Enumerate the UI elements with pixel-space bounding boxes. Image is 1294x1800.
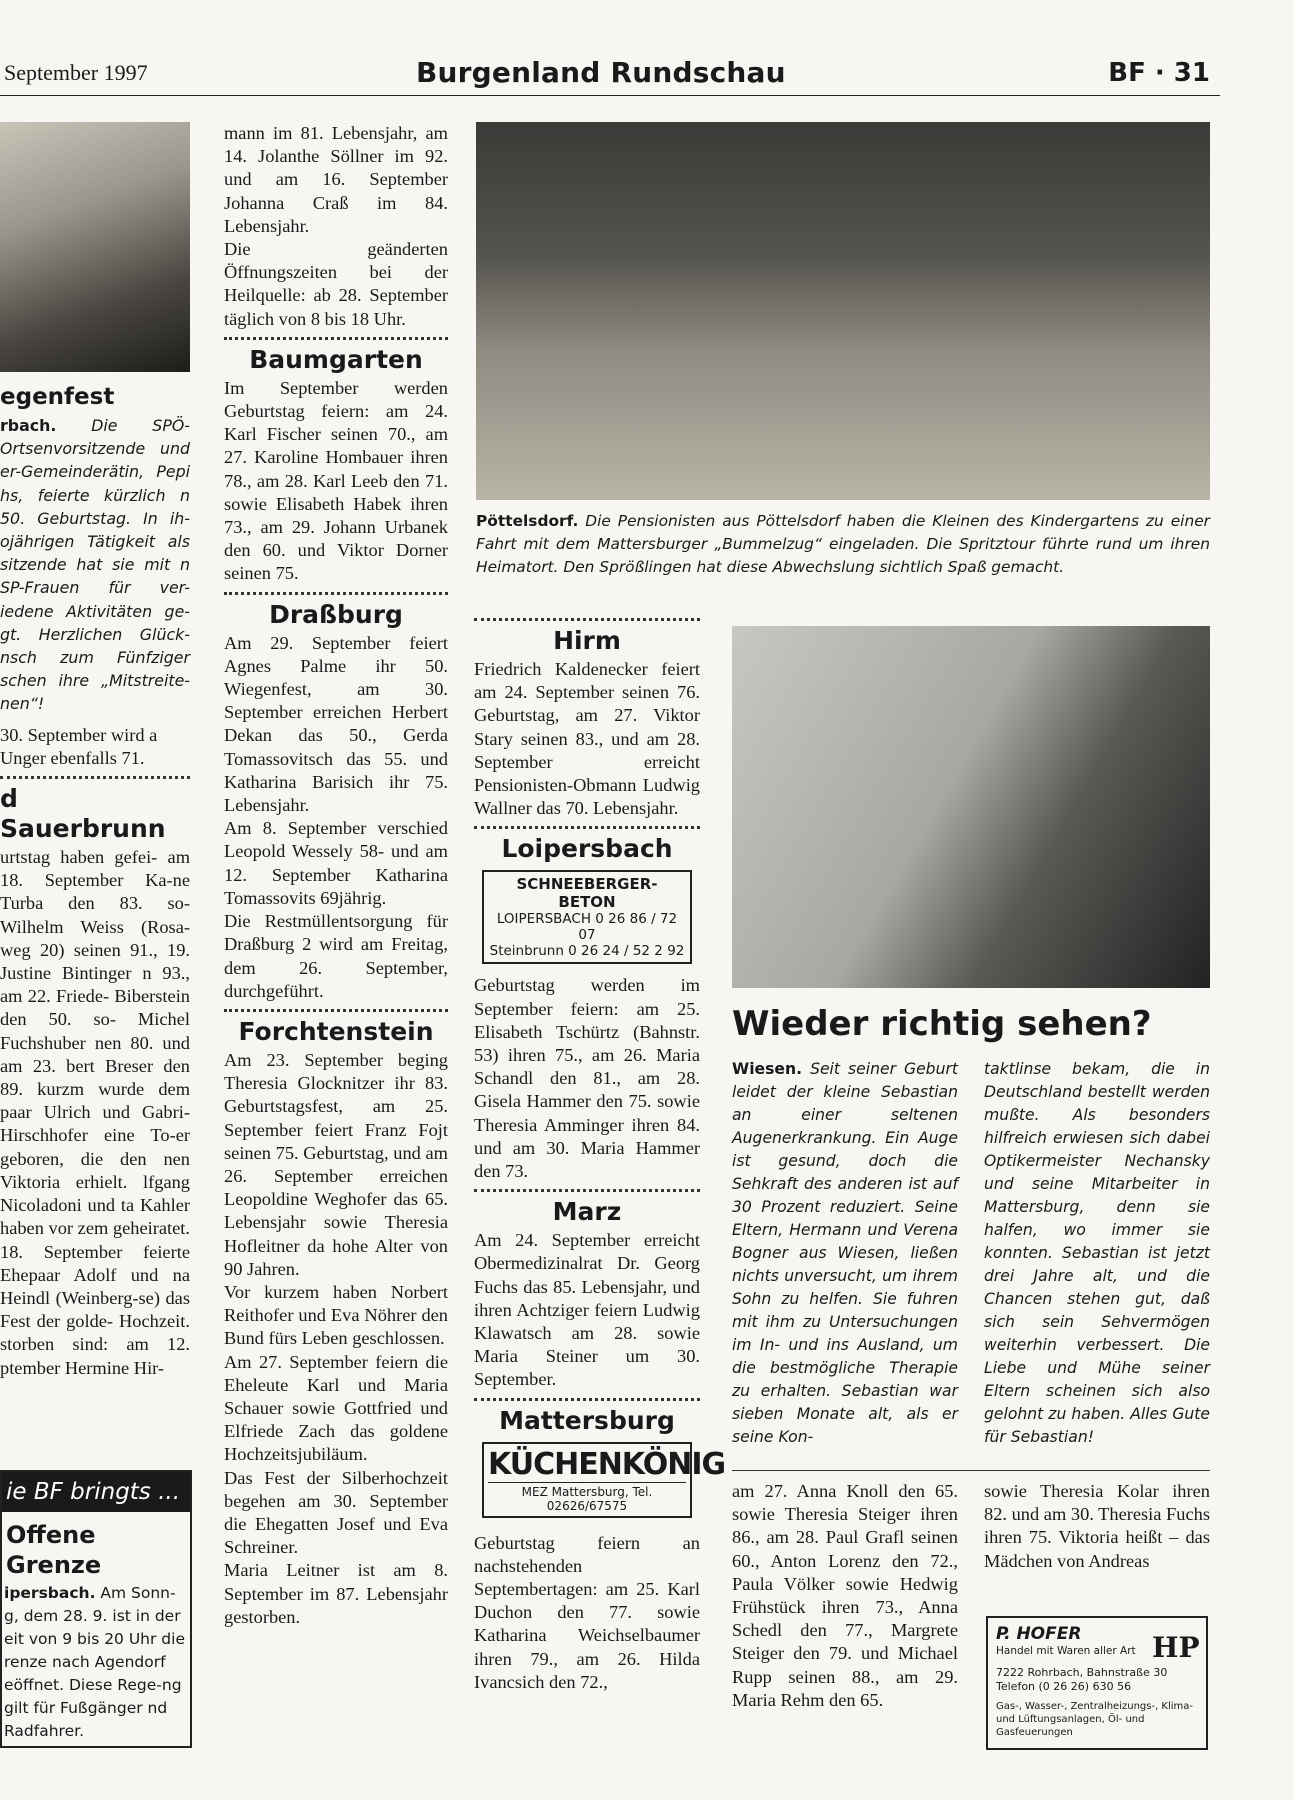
article-text: Seit seiner Geburt leidet der kleine Sebastian an einer seltenen Augenerkrankung. Ein Auge ist gesund, doch die Sehkraft des anderen ist auf 30 Prozent reduziert. Seine Eltern, Hermann und Verena Bogner aus Wiesen, ließen nichts unversucht, um ihrem Sohn zu helfen. Sie fuhren mit ihm zu Untersuchungen im In- und ins Ausland, um die bestmögliche Therapie zu erhalten. Sebastian war sieben Monate alt, als er seine Kon- [732,1060,958,1446]
box-banner: ie BF bringts ... [2,1472,190,1512]
dotted-separator [474,1189,700,1192]
dateline: rbach. [0,416,57,435]
dotted-separator [224,337,448,340]
page-number: BF · 31 [1108,58,1210,88]
headline-drassburg: Draßburg [269,599,403,629]
box-body: Am Sonn-g, dem 28. 9. ist in der eit von 9 bis 20 Uhr die renze nach Agendorf eöffnet. Diese Rege-ng gilt für Fußgänger nd Radfahrer. [4,1584,185,1740]
portrait-photo [0,122,190,372]
hofer-logo: HP [1152,1631,1200,1664]
headline-forchtenstein: Forchtenstein [238,1016,434,1046]
headline-bad-sauerbrunn: d Sauerbrunn [0,784,166,844]
caption-place: Pöttelsdorf. [476,512,579,530]
column-1 [0,382,190,1380]
dotted-separator [0,776,190,779]
article-wiegenfest [0,414,190,716]
section-rule [732,1470,1210,1471]
paragraph: Am 24. September erreicht Obermedizinalrat Dr. Georg Fuchs das 85. Lebensjahr, und ihren Achtziger feiern Ludwig Klawatsch am 28. sowie Maria Steiner um 30. September. [474,1230,700,1390]
dateline: Wiesen. [732,1060,803,1078]
paragraph: Maria Leitner ist am 8. September im 87. Lebensjahr gestorben. [224,1560,448,1627]
headline-hirm: Hirm [553,626,621,655]
dotted-separator [224,1009,448,1012]
dotted-separator [474,826,700,829]
headline-baumgarten: Baumgarten [249,344,423,374]
paragraph: Die geänderten Öffnungszeiten bei der Heilquelle: ab 28. September täglich von 8 bis 18 Uhr. [224,239,448,329]
headline-mattersburg: Mattersburg [499,1405,675,1435]
article-text: Die SPÖ-Ortsenvorsitzende und er-Gemeinderätin, Pepi hs, feierte kürzlich n 50. Geburtstag. In ih-ojährigen Tätigkeit als sitzende hat sie mit n SP-Frauen für ver-iedene Aktivitäten ge-gt. Herzlichen Glück-nsch zum Fünfziger schen ihre „Mitstreite-nen“! [0,416,190,714]
paragraph: Am 29. September feiert Agnes Palme ihr 50. Wiegenfest, am 30. September erreichen Herbert Dekan das 50., Gerda Tomassovitsch das 55. und Katharina Barisich ihr 75. Lebensjahr. [224,632,448,816]
headline-wiegenfest: egenfest [0,384,115,410]
train-photo [476,122,1210,500]
paragraph: Am 23. September beging Theresia Glocknitzer ihr 83. Geburtstagsfest, am 25. September feiert Franz Fojt seinen 75. Geburtstag, und am 26. September erreichen Leopoldine Weghofer das 65. Lebensjahr sowie Theresia Hofleitner da hohe Alter von 90 Jahren. [224,1049,448,1279]
ad-phone: LOIPERSBACH 0 26 86 / 72 07 [496,911,678,944]
ad-p-hofer [986,1616,1208,1750]
paragraph: 30. September wird a Unger ebenfalls 71. [0,724,158,768]
ad-tagline: Handel mit Waren aller Art [996,1645,1136,1657]
column-4: am 27. Anna Knoll den 65. sowie Theresia Steiger ihren 86., am 28. Paul Grafl seinen 60., Anton Lorenz den 72., Paula Völker sowie Hedwig Frühstück ihren 73., Anna Schedl den 77., Margrete Steiger den 79. und Michael Rupp seinen 88., am 29. Maria Rehm den 65. [732,1481,958,1710]
newspaper-title: Burgenland Rundschau [416,56,786,89]
paragraph: Vor kurzem haben Norbert Reithofer und Eva Nöhrer den Bund fürs Leben geschlossen. [224,1281,448,1349]
dotted-separator [224,592,448,595]
bf-bringts-box [0,1470,192,1748]
paragraph: mann im 81. Lebensjahr, am 14. Jolanthe Söllner im 92. und am 16. September Johanna Craß im 84. Lebensjahr. [224,123,448,236]
paragraph: Die Restmüllentsorgung für Draßburg 2 wird am Freitag, dem 26. September, durchgeführt. [224,911,448,1001]
dotted-separator [474,1398,700,1401]
caption-text: Die Pensionisten aus Pöttelsdorf haben die Kleinen des Kindergartens zu einer Fahrt mit dem Mattersburger „Bummelzug“ eingeladen. Die Spritztour führte rund um ihren Heimatort. Den Sprößlingen hat diese Abwechslung sichtlich Spaß gemacht. [476,512,1210,576]
ad-address: MEZ Mattersburg, Tel. 02626/67575 [488,1482,686,1513]
paragraph: Am 27. September feiern die Eheleute Karl und Maria Schauer sowie Gottfried und Elfriede Zach das goldene Hochzeitsjubiläum. [224,1351,448,1465]
article-right-column: taktlinse bekam, die in Deutschland bestellt werden mußte. Als besonders hilfreich erwiesen sich dabei Optikermeister Nechansky und seine Mitarbeiter in Mattersburg, denn sie halfen, wo immer sie konnten. Sebastian ist jetzt drei Jahre alt, und die Chancen stehen gut, daß sich sein Sehvermögen weiterhin verbessert. Die Liebe und Mühe seiner Eltern scheinen sich also gelohnt zu haben. Alles Gute für Sebastian! [984,1060,1210,1446]
issue-date: September 1997 [4,60,148,85]
paragraph: Im September werden Geburtstag feiern: am 24. Karl Fischer seinen 70., am 27. Karoline Hombauer ihren 78., am 28. Karl Leeb den 71. sowie Elisabeth Habek ihren 73., am 29. Johann Urbanek den 60. und Viktor Dorner seinen 75. [224,377,448,584]
ad-kuechenkoenig [482,1442,726,1518]
ad-phone: Steinbrunn 0 26 24 / 52 2 92 [489,943,685,960]
mother-child-photo [732,626,1210,988]
ad-name: P. HOFER [996,1624,1082,1644]
box-headline: Offene Grenze [6,1521,102,1579]
paragraph: urtstag haben gefei- am 18. September Ka-ne Turba den 83. so- Wilhelm Weiss (Rosa-weg 20) seinen 91., 19. Justine Bintinger n 93., am 22. Friede- Biberstein den 50. so- Michel Fuchshuber nen 80. und am 23. bert Breser den 89. kurzm wurde dem paar Ulrich und Gabri- Hirschhofer eine To-er geboren, die den nen Viktoria erhielt. lfgang Nicoladoni und ta Kahler haben vor zem geheiratet. 18. September feierte Ehepaar Adolf und na Heindl (Weinberg-se) das Fest der golde- Hochzeit. storben sind: am 12. ptember Hermine Hir- [0,847,190,1378]
dateline: ipersbach. [4,1584,96,1602]
paragraph: Friedrich Kaldenecker feiert am 24. September seinen 76. Geburtstag, am 27. Viktor Stary seinen 83., und am 28. September erreicht Pensionisten-Obmann Ludwig Wallner das 70. Lebensjahr. [474,659,700,819]
ad-name: SCHNEEBERGER-BETON [516,875,658,912]
column-3 [474,522,726,1762]
paragraph: Geburtstag feiern an nachstehenden Septembertagen: am 25. Karl Duchon den 77. sowie Katharina Weichselbaumer ihren 79., am 26. Hilda Ivancsich den 72., [474,1532,700,1692]
ad-name: KÜCHENKÖNIG [488,1446,726,1482]
article-left-column [732,1058,958,1449]
column-2 [224,122,448,1762]
page-header [0,56,1220,96]
headline-wieder-richtig-sehen: Wieder richtig sehen? [732,1004,1152,1044]
ad-phone: Telefon (0 26 26) 630 56 [996,1680,1132,1693]
ad-address: 7222 Rohrbach, Bahnstraße 30 [996,1666,1168,1679]
ad-schneeberger-beton [482,870,692,964]
dotted-separator [474,618,700,621]
headline-marz: Marz [552,1197,622,1227]
headline-loipersbach: Loipersbach [501,834,673,864]
paragraph: Das Fest der Silberhochzeit begehen am 30. September die Ehegatten Josef und Eva Schreiner. [224,1467,448,1558]
box-text [2,1582,190,1743]
paragraph: Am 8. September verschied Leopold Wessely 58- und am 12. September Katharina Tomassovits 69jährig. [224,818,448,908]
paragraph: Geburtstag werden im September feiern: am 25. Elisabeth Tschürtz (Bahnstr. 53) ihren 75., am 26. Maria Schandl den 81., am 28. Gisela Hammer den 75. sowie Theresia Amminger ihren 84. und am 30. Maria Hammer den 73. [474,975,700,1182]
ad-services: Gas-, Wasser-, Zentralheizungs-, Klima- und Lüftungsanlagen, Öl- und Gasfeuerungen [996,1701,1194,1738]
column-5: sowie Theresia Kolar ihren 82. und am 30. Theresia Fuchs ihren 75. Viktoria heißt – das Mädchen von Andreas [984,1481,1210,1571]
